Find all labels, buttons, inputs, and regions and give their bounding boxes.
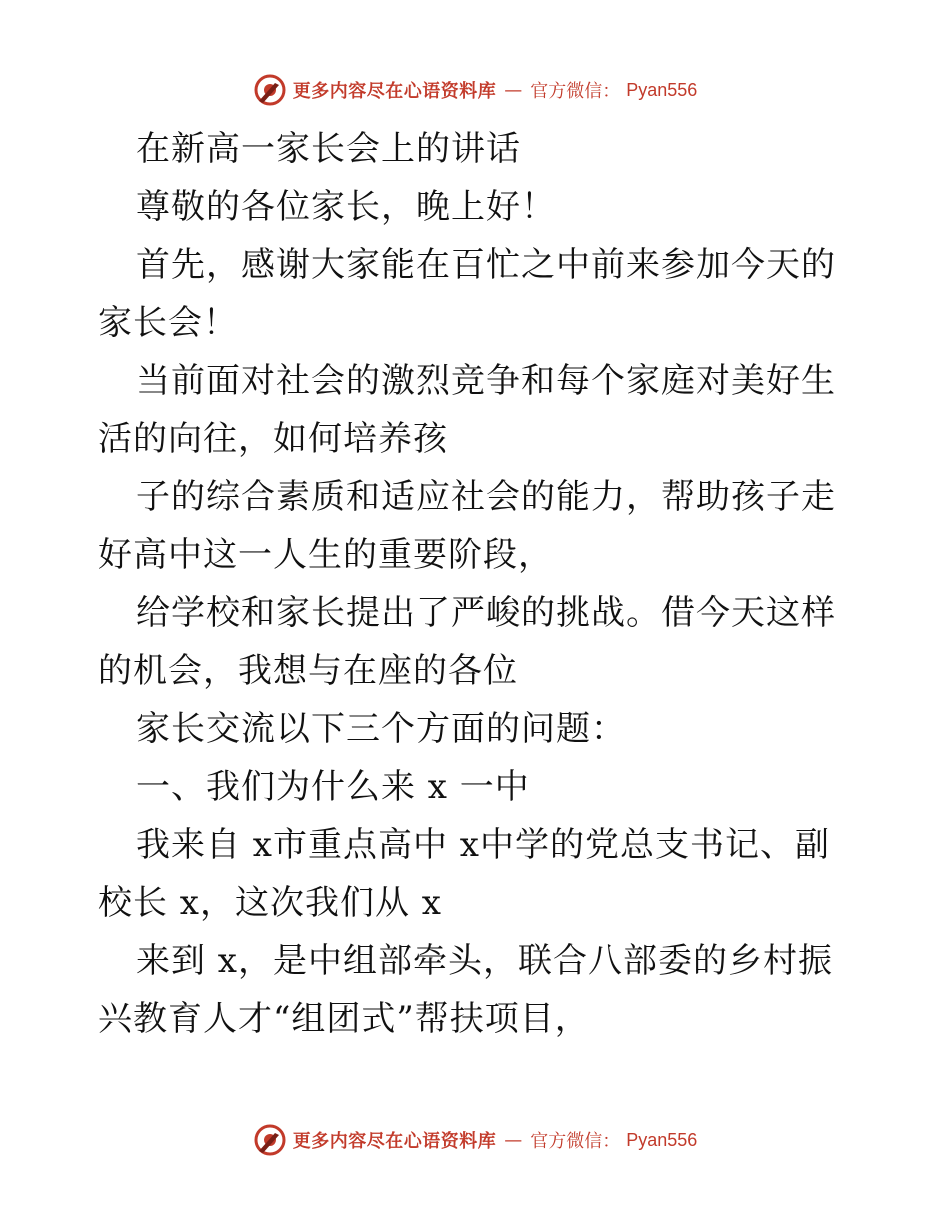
header-watermark <box>0 70 950 110</box>
section-heading: 一、我们为什么来 x 一中 <box>136 767 530 807</box>
brand-separator: — <box>504 79 523 101</box>
wechat-label: 官方微信： <box>530 81 621 102</box>
document-title: 在新高一家长会上的讲话 <box>136 129 521 169</box>
body-paragraph: 家长交流以下三个方面的问题： <box>136 709 626 749</box>
body-paragraph: 我来自 x市重点高中 x中学的党总支书记、副校长 x，这次我们从 x <box>98 825 830 923</box>
document-body <box>98 120 858 1048</box>
greeting-paragraph: 尊敬的各位家长，晚上好！ <box>136 187 556 227</box>
wechat-id: Pyan556 <box>626 79 698 100</box>
footer-watermark <box>0 1120 950 1160</box>
body-paragraph: 给学校和家长提出了严峻的挑战。借今天这样的机会，我想与在座的各位 <box>98 593 836 691</box>
wechat-id: Pyan556 <box>626 1129 698 1150</box>
body-paragraph: 子的综合素质和适应社会的能力，帮助孩子走好高中这一人生的重要阶段， <box>98 477 836 575</box>
brand-logo-icon <box>253 73 287 107</box>
body-paragraph: 当前面对社会的激烈竞争和每个家庭对美好生活的向往，如何培养孩 <box>98 361 836 459</box>
brand-text: 更多内容尽在心语资料库 <box>292 1131 497 1152</box>
body-paragraph: 首先，感谢大家能在百忙之中前来参加今天的家长会！ <box>98 245 836 343</box>
brand-separator: — <box>504 1129 523 1151</box>
body-paragraph: 来到 x，是中组部牵头，联合八部委的乡村振兴教育人才“组团式”帮扶项目， <box>98 941 833 1039</box>
brand-logo-icon <box>253 1123 287 1157</box>
wechat-label: 官方微信： <box>530 1131 621 1152</box>
brand-text: 更多内容尽在心语资料库 <box>292 81 497 102</box>
